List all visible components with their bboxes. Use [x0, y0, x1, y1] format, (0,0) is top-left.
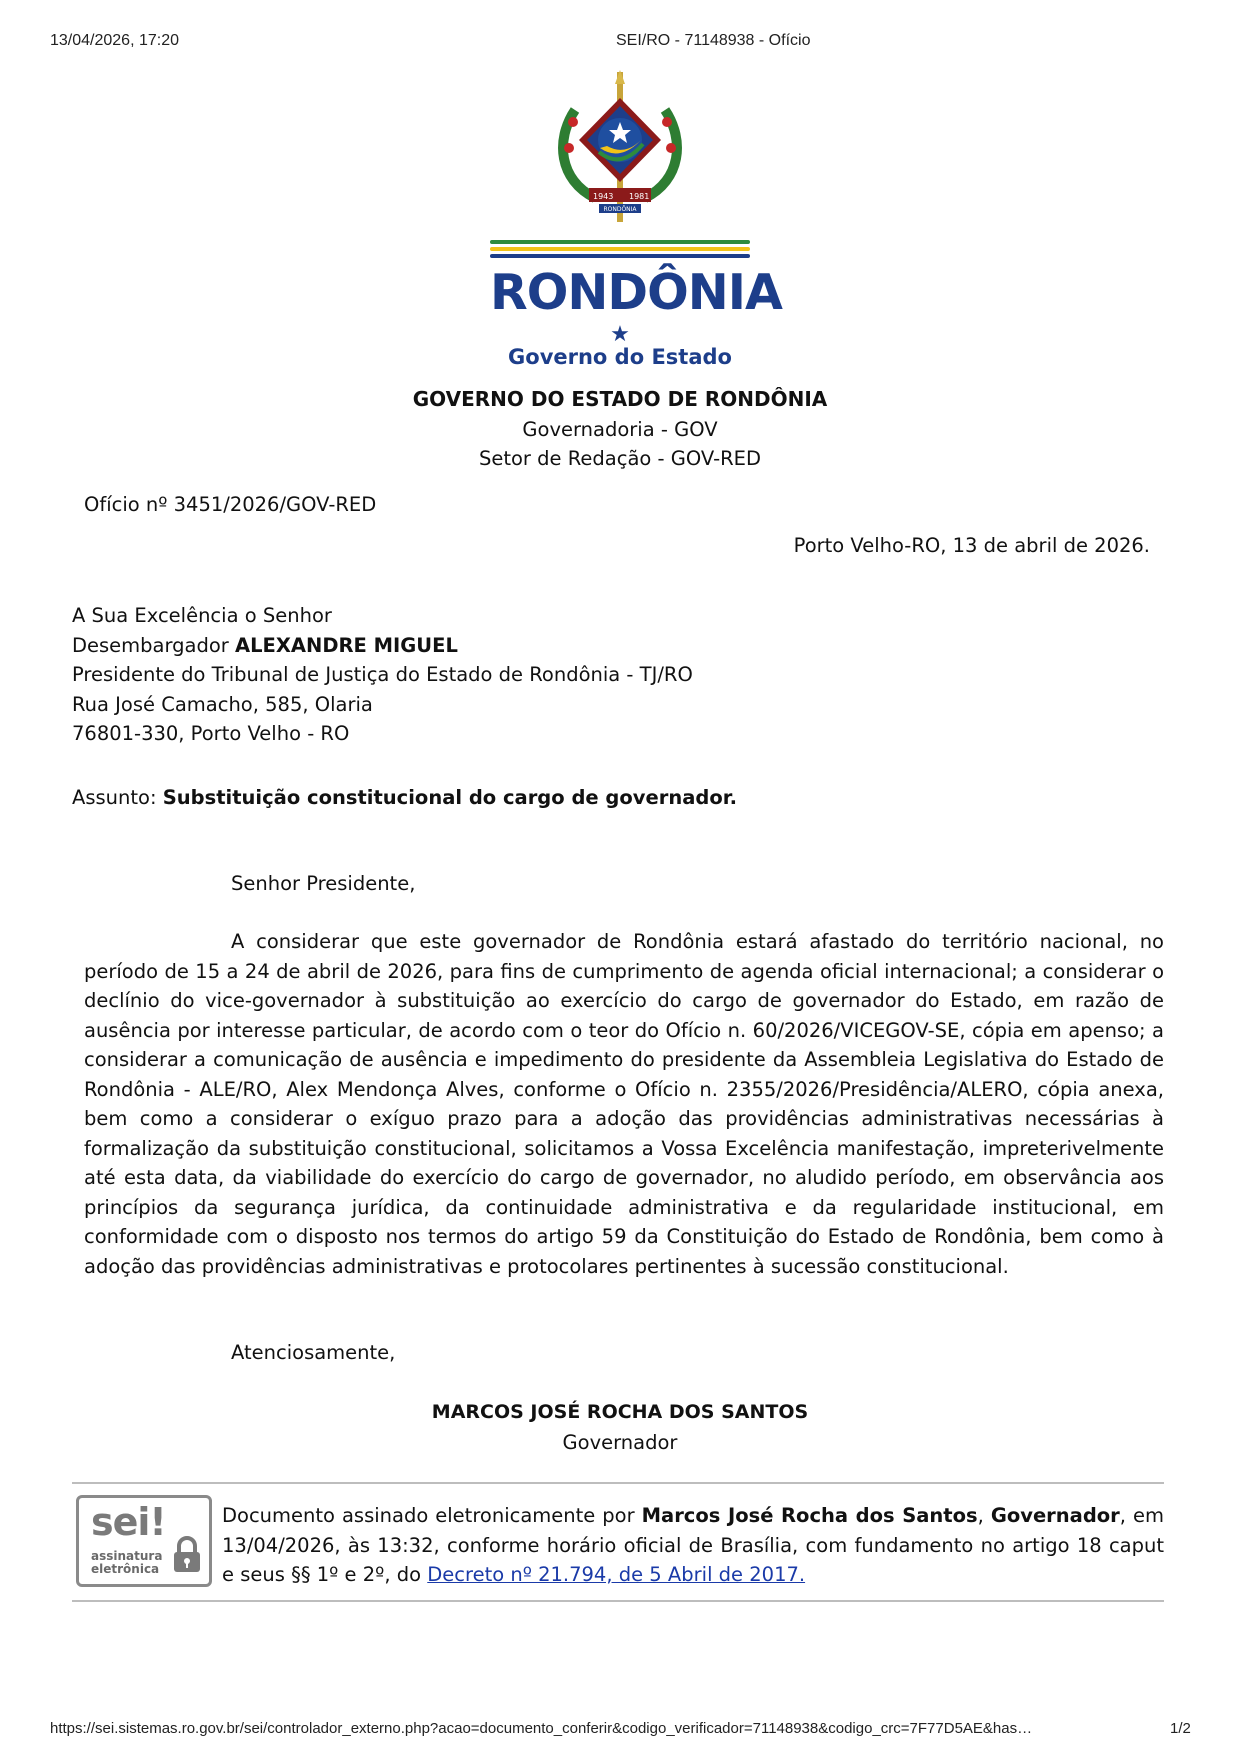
recipient-position: Presidente do Tribunal de Justiça do Estado de Rondônia - TJ/RO — [72, 663, 693, 686]
divider-top — [72, 1482, 1164, 1484]
header-org: GOVERNO DO ESTADO DE RONDÔNIA — [412, 387, 828, 411]
recipient-line1: A Sua Excelência o Senhor — [72, 604, 332, 627]
flag-line-green — [490, 240, 750, 244]
flag-line-blue — [490, 254, 750, 258]
print-url: https://sei.sistemas.ro.gov.br/sei/controlador_externo.php?acao=documento_conferir&codigo_verificador=71148938&codigo_crc=7F77D5AE&has… — [50, 1720, 1033, 1737]
header-sector: Setor de Redação - GOV-RED — [478, 447, 761, 470]
subject-line — [72, 783, 737, 813]
sei-badge-word: sei! — [91, 1500, 166, 1544]
print-datetime: 13/04/2026, 17:20 — [50, 32, 180, 49]
document-header — [300, 385, 940, 474]
state-logo — [490, 240, 782, 370]
closing: Atenciosamente, — [231, 1341, 396, 1364]
recipient-address: Rua José Camacho, 585, Olaria — [72, 692, 373, 716]
recipient-block — [72, 601, 693, 749]
signature-block — [300, 1398, 940, 1457]
sei-badge-sub: assinatura eletrônica — [91, 1549, 163, 1576]
subject-text: Substituição constitucional do cargo de governador. — [162, 786, 737, 809]
print-title: SEI/RO - 71148938 - Ofício — [616, 32, 811, 49]
crest-year-right: 1981 — [629, 192, 650, 201]
decree-link[interactable]: Decreto nº 21.794, de 5 Abril de 2017. — [427, 1563, 806, 1586]
header-unit: Governadoria - GOV — [522, 417, 718, 441]
recipient-name: ALEXANDRE MIGUEL — [235, 633, 458, 657]
signer-role: Governador — [562, 1430, 678, 1454]
recipient-city: 76801-330, Porto Velho - RO — [72, 722, 350, 745]
place-date: Porto Velho-RO, 13 de abril de 2026. — [793, 534, 1150, 557]
body-text: A considerar que este governador de Rondônia estará afastado do território nacional, no período de 15 a 24 de abril de 2026, para fins de cumprimento de agenda oficial internacional; a considerar o declínio do vice-governador à substituição ao exercício do cargo de governador do Estado, em razão de ausência por interesse particular, de acordo com o teor do Ofício n. 60/2026/VICEGOV-SE, cópia em apenso; a considerar a comunicação de ausência e impedimento do presidente da Assembleia Legislativa do Estado de Rondônia - ALE/RO, Alex Mendonça Alves, conforme o Ofício n. 2355/2026/Presidência/ALERO, cópia anexa, bem como a considerar o exíguo prazo para a adoção das providências administrativas necessárias à formalização da substituição constitucional, solicitamos a Vossa Excelência manifestação, impreterivelmente até esta data, da viabilidade do exercício do cargo de governador, no aludido período, em observância aos princípios da segurança jurídica, da continuidade administrativa e da regularidade institucional, em conformidade com o disposto nos termos do artigo 59 da Constituição do Estado de Rondônia, bem como à adoção das providências administrativas e protocolares pertinentes à sucessão constitucional. — [84, 930, 1164, 1278]
logo-wordmark: RONDÔNIA — [490, 264, 782, 321]
subject-label: Assunto: — [72, 786, 163, 809]
sei-signature-badge — [76, 1495, 212, 1587]
recipient-title: Desembargador — [72, 633, 236, 657]
flag-line-yellow — [490, 247, 750, 251]
star-icon: ★ — [610, 321, 630, 346]
crest-year-left: 1943 — [593, 192, 614, 201]
e-signer-role: Governador — [990, 1504, 1120, 1527]
print-page-number: 1/2 — [1170, 1720, 1191, 1737]
logo-subtitle: Governo do Estado — [508, 345, 732, 369]
coat-of-arms-icon — [555, 70, 685, 235]
salutation: Senhor Presidente, — [231, 872, 416, 895]
e-signer-name: Marcos José Rocha dos Santos — [641, 1504, 978, 1527]
signer-name: MARCOS JOSÉ ROCHA DOS SANTOS — [431, 1401, 809, 1423]
oficio-number: Ofício nº 3451/2026/GOV-RED — [84, 493, 377, 516]
recipient-name-line — [72, 631, 693, 661]
e-signature-note: Documento assinado eletronicamente por Marcos José Rocha dos Santos, Governador, em 13/04/2026, às 13:32, conforme horário oficial de Brasília, com fundamento no artigo 18 caput e seus §§ 1º e 2º, do Decreto nº 21.794, de 5 Abril de 2017. — [222, 1504, 1164, 1586]
crest-label: RONDÔNIA — [603, 206, 637, 213]
divider-bottom — [72, 1600, 1164, 1602]
body-paragraph — [84, 927, 1164, 1281]
padlock-icon — [171, 1534, 203, 1574]
